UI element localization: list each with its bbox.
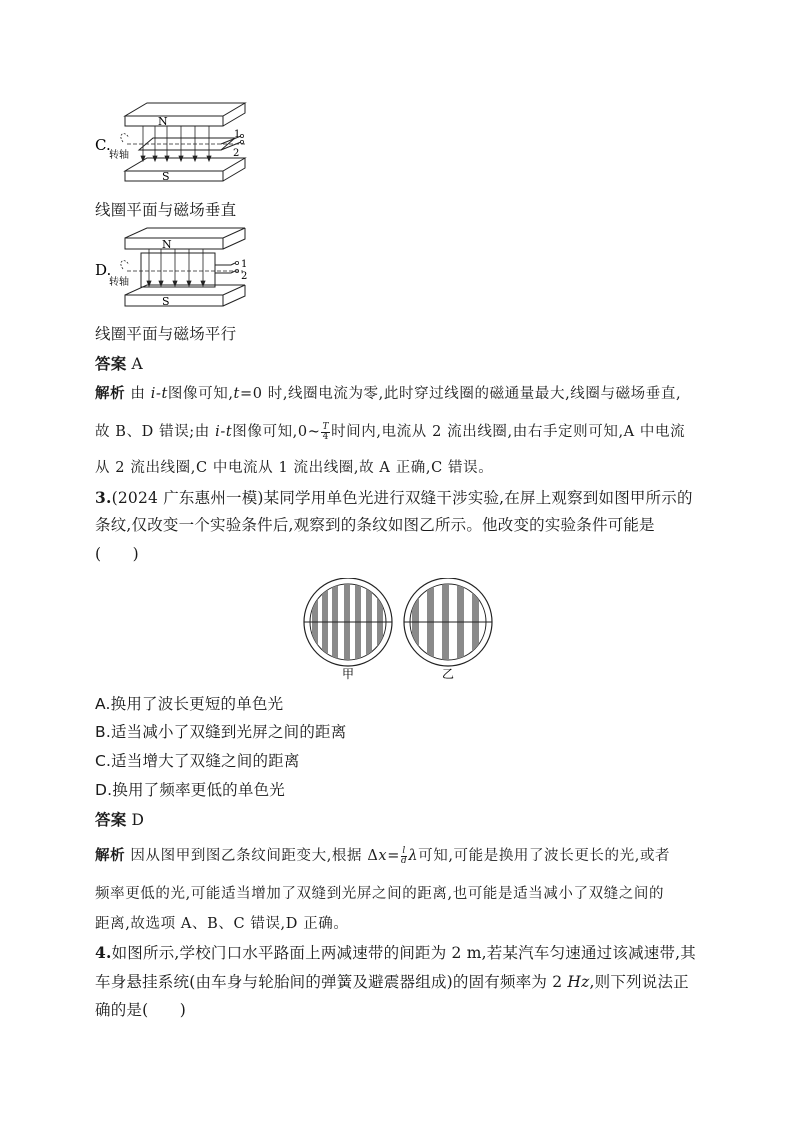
field-lines (141, 126, 211, 161)
analysis-text: 图像可知, (167, 386, 234, 402)
q2-analysis-line-3: 从 2 流出线圈,C 中电流从 1 流出线圈,故 A 正确,C 错误。 (95, 460, 494, 476)
q3-answer (95, 808, 144, 830)
rotation-arrow-icon (121, 134, 129, 142)
magnet-n-label: N (158, 115, 168, 128)
magnet-north (125, 228, 245, 249)
option-c-caption: 线圈平面与磁场垂直 (95, 201, 237, 219)
terminal-1-label: 1 (241, 259, 248, 270)
analysis-text: 图像可知,0~ (232, 424, 321, 440)
q3-analysis-line-2: 频率更低的光,可能适当增加了双缝到光屏之间的距离,也可能是适当减小了双缝之间的 (95, 886, 665, 902)
terminal-1-label: 1 (234, 129, 241, 140)
fraction-l-over-d (401, 847, 407, 866)
q3-stem-line-1 (95, 486, 693, 508)
question-number: 3. (95, 488, 112, 507)
q3-answer-blank: ( ) (95, 545, 139, 563)
axis-label: 转轴 (109, 150, 129, 161)
q3-option-a: A.换用了波长更短的单色光 (95, 695, 284, 713)
q3-stem-line-2: 条纹,仅改变一个实验条件后,观察到的条纹如图乙所示。他改变的实验条件可能是 (95, 516, 655, 534)
analysis-math: i-t (215, 424, 233, 440)
fraction-numerator: T (322, 421, 330, 432)
q3-option-c: C.适当增大了双缝之间的距离 (95, 752, 300, 770)
q3-option-d: D.换用了频率更低的单色光 (95, 781, 285, 799)
option-d-figure (95, 225, 255, 315)
figure-label-yi: 乙 (442, 667, 455, 680)
axis-label: 转轴 (109, 277, 129, 288)
option-d-caption: 线圈平面与磁场平行 (95, 325, 237, 343)
figure-label-jia: 甲 (342, 667, 355, 680)
q4-stem-line-2 (95, 970, 689, 992)
magnet-n-label: N (162, 238, 172, 251)
q2-analysis-line-1 (95, 382, 681, 403)
analysis-text: 由 (130, 386, 146, 402)
analysis-label: 解析 (95, 385, 126, 402)
terminal-2-label: 2 (233, 148, 240, 159)
q3-analysis-line-3: 距离,故选项 A、B、C 错误,D 正确。 (95, 916, 349, 932)
magnet-north (125, 103, 245, 126)
analysis-math: λ (408, 848, 419, 864)
analysis-label: 解析 (95, 847, 126, 864)
analysis-text: =0 时,线圈电流为零,此时穿过线圈的磁通量最大,线圈与磁场垂直, (239, 386, 682, 402)
analysis-text: 故 B、D 错误;由 (95, 424, 210, 440)
question-stem: 车身悬挂系统(由车身与轮胎间的弹簧及避震器组成)的固有频率为 2 (95, 973, 568, 991)
q3-option-b: B.适当减小了双缝到光屏之间的距离 (95, 723, 347, 741)
q2-analysis-line-2 (95, 420, 685, 442)
analysis-text: 时间内,电流从 2 流出线圈,由右手定则可知,A 中电流 (331, 424, 686, 440)
fringe-figure (300, 578, 500, 680)
fraction-t-over-4 (321, 423, 330, 442)
option-c-letter: C. (95, 136, 111, 154)
analysis-text: 可知,可能是换用了波长更长的光,或者 (418, 848, 671, 864)
terminal-2-label: 2 (241, 271, 248, 282)
answer-value: D (131, 811, 145, 829)
fraction-denominator: 4 (322, 431, 329, 442)
magnet-s-label: S (162, 295, 170, 308)
fraction-denominator: d (400, 855, 408, 866)
answer-label: 答案 (95, 354, 127, 373)
option-d-letter: D. (95, 261, 112, 279)
q2-answer (95, 352, 143, 374)
analysis-text: 因从图甲到图乙条纹间距变大,根据 Δ (130, 848, 379, 864)
q4-stem-line-3: 确的是( ) (95, 1001, 186, 1019)
field-lines (147, 249, 205, 286)
rotation-arrow-icon (121, 261, 129, 269)
question-stem: (2024 广东惠州一模)某同学用单色光进行双缝干涉实验,在屏上观察到如图甲所示的 (111, 489, 693, 507)
option-c-figure (95, 98, 255, 188)
q3-analysis-line-1 (95, 844, 670, 866)
unit-hz: Hz (567, 973, 590, 991)
analysis-math: x (378, 848, 388, 864)
q4-stem-line-1 (95, 941, 696, 963)
answer-label: 答案 (95, 810, 127, 829)
question-stem: ,则下列说法正 (589, 973, 689, 991)
question-number: 4. (95, 943, 112, 962)
analysis-math: i-t (150, 386, 168, 402)
question-stem: 如图所示,学校门口水平路面上两减速带的间距为 2 m,若某汽车匀速通过该减速带,其 (111, 944, 696, 962)
terminal-1-dot (235, 261, 238, 264)
analysis-math: t (233, 386, 240, 402)
fraction-numerator: l (402, 845, 406, 856)
fringe-pattern-yi (404, 578, 492, 668)
magnet-s-label: S (162, 170, 170, 183)
coil (139, 136, 241, 150)
fringe-pattern-jia (304, 578, 392, 668)
answer-value: A (131, 355, 143, 373)
analysis-text: = (387, 848, 400, 864)
magnet-south (125, 285, 245, 306)
